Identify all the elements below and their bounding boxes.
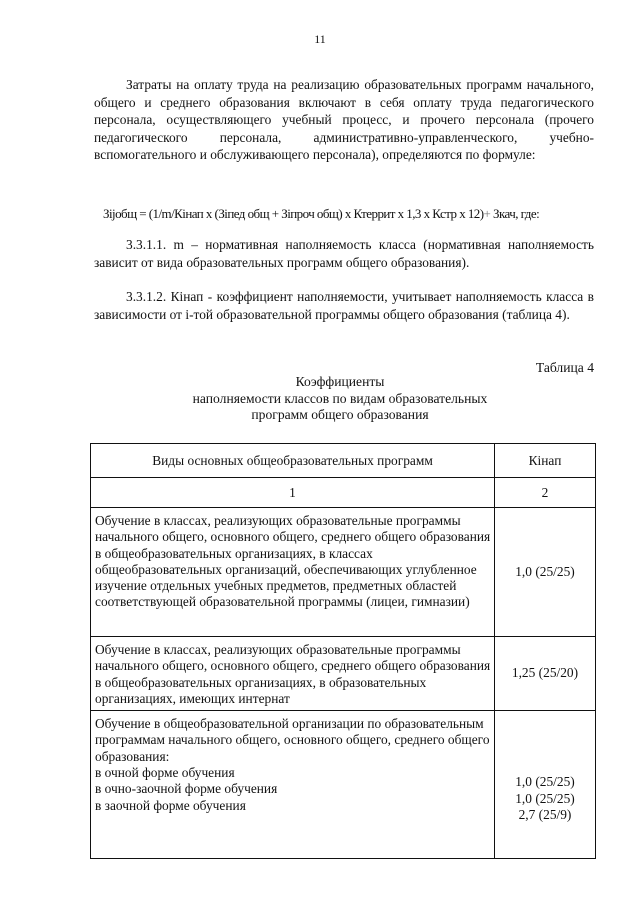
header-program-types: Виды основных общеобразовательных программ bbox=[91, 444, 495, 478]
row-description: Обучение в классах, реализующих образовательные программы начального общего, основного общего, среднего общего образования в общеобразовательных организациях, в классах общеобразовательных организаций, обеспечивающих углубленное изучение отдельных учебных предметов, предметных областей соответствующей образовательной программы (лицеи, гимназии) bbox=[91, 508, 495, 637]
sub-item-values bbox=[515, 774, 575, 823]
row-description bbox=[91, 711, 495, 859]
item-3-3-1-1: 3.3.1.1. m – нормативная наполняемость класса (нормативная наполняемость зависит от вида образовательных программ общего образования). bbox=[94, 237, 594, 270]
sub-item-value: 1,0 (25/25) bbox=[515, 790, 575, 806]
row-description-intro: Обучение в общеобразовательной организации по образовательным программам начального общего, основного общего, среднего общего образования: bbox=[95, 716, 490, 764]
formula-plus: + bbox=[483, 206, 491, 221]
item-3-3-1-2: 3.3.1.2. Кiнап - коэффициент наполняемости, учитывает наполняемость класса в зависимости от i-той образовательной программы общего образования (таблица 4). bbox=[94, 289, 594, 322]
sub-item-value: 2,7 (25/9) bbox=[518, 806, 572, 822]
table-title-line-3: программ общего образования bbox=[251, 407, 429, 422]
table-row bbox=[91, 508, 596, 637]
sub-item-label: в очной форме обучения bbox=[95, 765, 235, 781]
header-coefficient: Кiнап bbox=[495, 444, 596, 478]
intro-paragraph: Затраты на оплату труда на реализацию образовательных программ начального, общего и среднего образования включают в себя оплату труда педагогического персонала, осуществляющего учебный процесс, и прочего персонала (прочего педагогического персонала, административно-управленческого, учебно-вспомогательного и обслуживающего персонала), определяются по формуле: bbox=[94, 77, 594, 163]
table-title bbox=[140, 374, 540, 424]
sub-item-label: в заочной форме обучения bbox=[95, 797, 246, 813]
formula bbox=[103, 206, 598, 222]
formula-main: Зijобщ = (1/m/Кiнап x (Зiпед общ + Зiпроч общ) x Ктеррит x 1,3 x Кстр x 12) bbox=[103, 206, 484, 221]
table-header-row bbox=[91, 444, 596, 478]
table-number-row bbox=[91, 478, 596, 508]
row-value bbox=[495, 711, 596, 859]
row-value: 1,25 (25/20) bbox=[495, 637, 596, 711]
table-row bbox=[91, 711, 596, 859]
row-value: 1,0 (25/25) bbox=[495, 508, 596, 637]
sub-item-label: в очно-заочной форме обучения bbox=[95, 781, 278, 797]
sub-item-value: 1,0 (25/25) bbox=[515, 774, 575, 790]
table-title-line-2: наполняемости классов по видам образовательных bbox=[192, 390, 488, 406]
table-title-line-1: Коэффициенты bbox=[295, 374, 385, 389]
coefficients-table bbox=[90, 443, 596, 859]
table-caption: Таблица 4 bbox=[535, 360, 594, 375]
formula-tail: Зкач, где: bbox=[490, 206, 540, 221]
table-row bbox=[91, 637, 596, 711]
column-number-1: 1 bbox=[91, 478, 495, 508]
column-number-2: 2 bbox=[495, 478, 596, 508]
page-number: 11 bbox=[314, 32, 326, 46]
row-description: Обучение в классах, реализующих образовательные программы начального общего, основного общего, среднего общего образования в общеобразовательных организациях, в образовательных организациях, имеющих интернат bbox=[91, 637, 495, 711]
